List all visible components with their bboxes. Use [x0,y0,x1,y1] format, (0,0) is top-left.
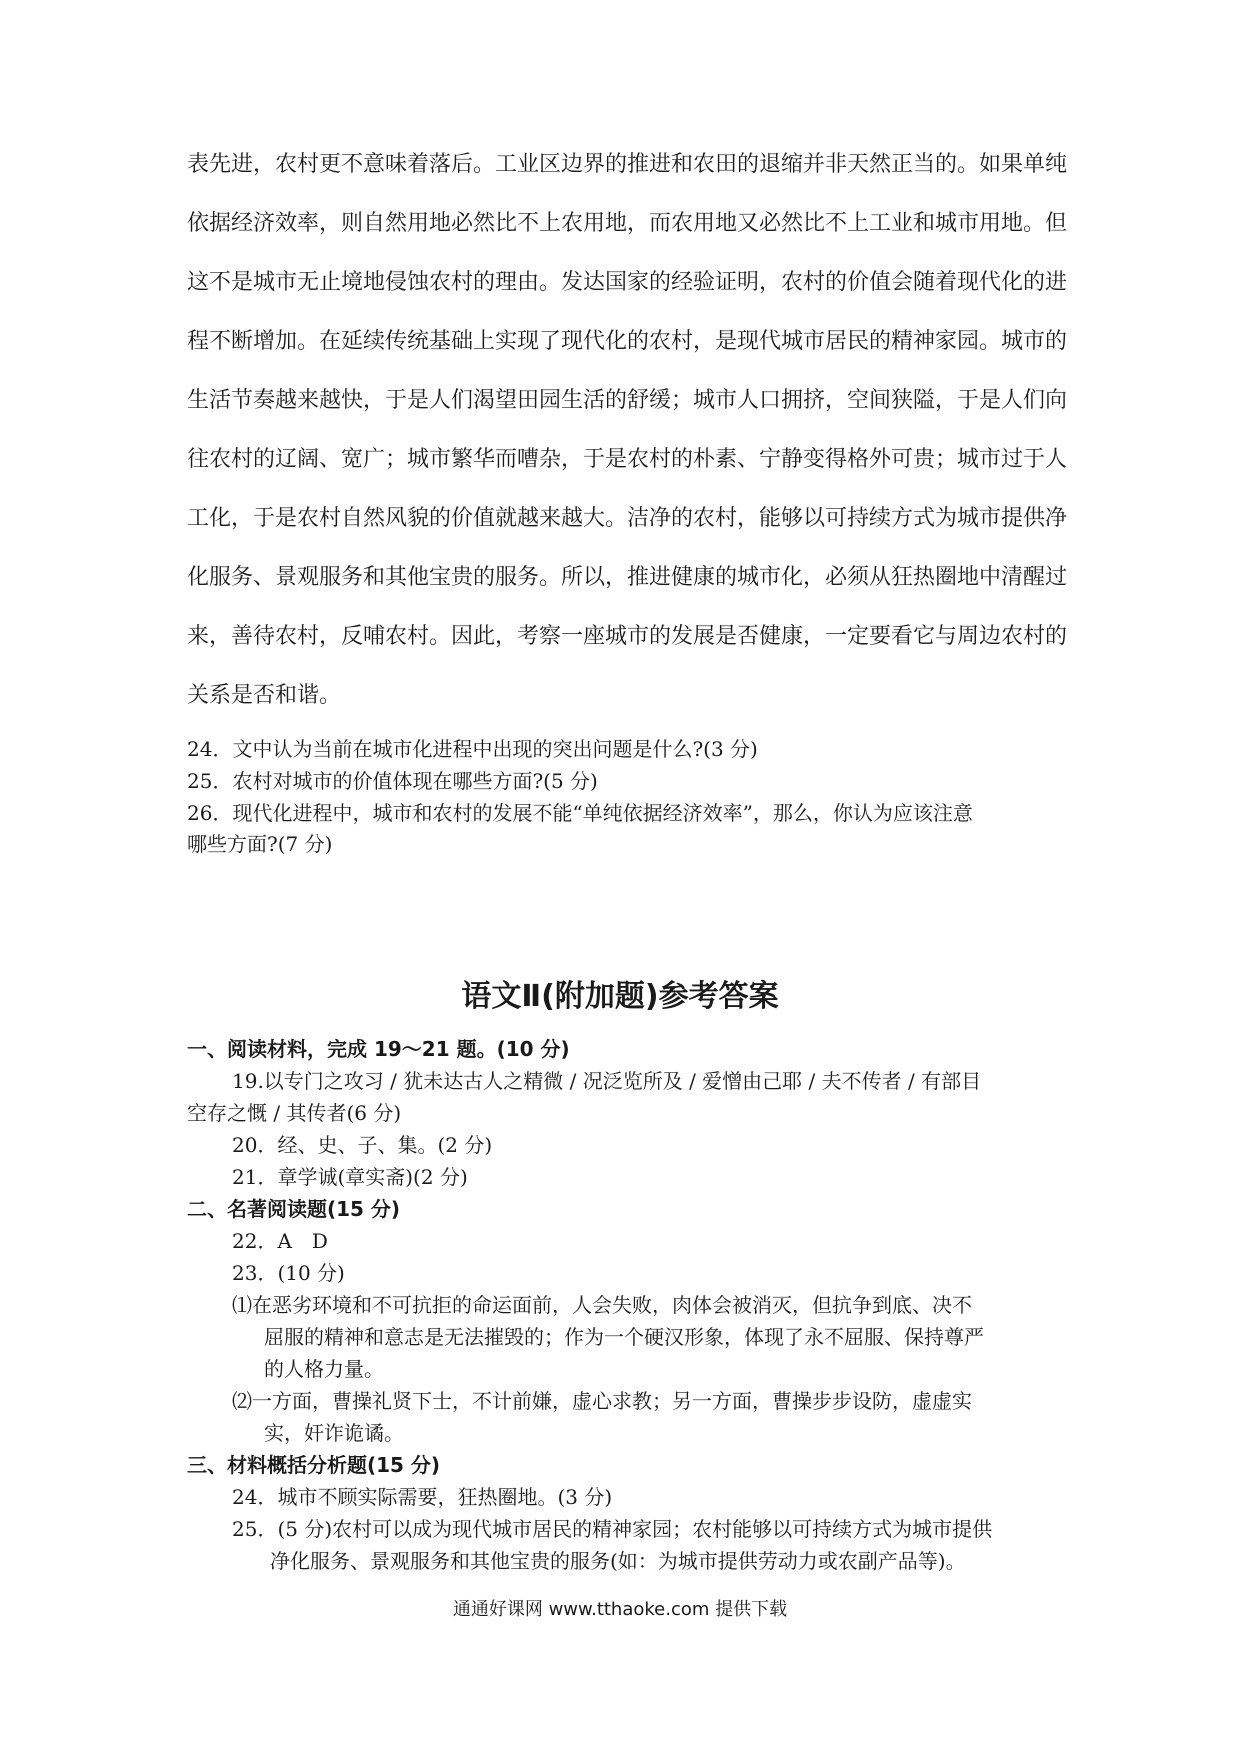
passage-line: 来，善待农村，反哺农村。因此，考察一座城市的发展是否健康，一定要看它与周边农村的 [187,624,1068,649]
answer-19-cont: 空存之慨 / 其传者(6 分) [187,1101,402,1125]
passage-line: 程不断增加。在延续传统基础上实现了现代化的农村，是现代城市居民的精神家园。城市的 [187,329,1068,354]
passage-line: 这不是城市无止境地侵蚀农村的理由。发达国家的经验证明，农村的价值会随着现代化的进 [187,270,1068,295]
answer-23-1: ⑴在恶劣环境和不可抗拒的命运面前，人会失败，肉体会被消灭，但抗争到底、决不 [232,1293,972,1317]
answer-20: 20．经、史、子、集。(2 分) [232,1133,493,1157]
question-24: 24．文中认为当前在城市化进程中出现的突出问题是什么?(3 分) [187,737,758,761]
passage-line: 表先进，农村更不意味着落后。工业区边界的推进和农田的退缩并非天然正当的。如果单纯 [187,152,1068,177]
answer-19: 19.以专门之攻习 / 犹未达古人之精微 / 况泛览所及 / 爱憎由己耶 / 夫不传者 / 有部目 [232,1069,982,1093]
question-25: 25．农村对城市的价值体现在哪些方面?(5 分) [187,769,598,793]
answer-23-1-cont: 屈服的精神和意志是无法摧毁的；作为一个硬汉形象，体现了永不屈服、保持尊严 [264,1325,984,1349]
answer-25: 25．(5 分)农村可以成为现代城市居民的精神家园；农村能够以可持续方式为城市提供 [232,1517,993,1541]
answer-25-cont: 净化服务、景观服务和其他宝贵的服务(如：为城市提供劳动力或农副产品等)。 [270,1549,966,1573]
answer-24: 24．城市不顾实际需要，狂热圈地。(3 分) [232,1485,613,1509]
passage-line: 依据经济效率，则自然用地必然比不上农用地，而农用地又必然比不上工业和城市用地。但 [187,211,1068,236]
footer-source: 通通好课网 www.tthaoke.com 提供下载 [452,1599,788,1620]
answer-23: 23．(10 分) [232,1261,345,1285]
question-26-cont: 哪些方面?(7 分) [187,832,333,856]
section-3-heading: 三、材料概括分析题(15 分) [187,1453,441,1477]
answer-23-1-cont: 的人格力量。 [264,1357,384,1381]
passage-line: 关系是否和谐。 [187,683,342,708]
answers-title: 语文Ⅱ(附加题)参考答案 [461,979,779,1014]
passage-line: 生活节奏越来越快，于是人们渴望田园生活的舒缓；城市人口拥挤，空间狭隘，于是人们向 [187,388,1068,413]
question-26: 26．现代化进程中，城市和农村的发展不能“单纯依据经济效率”，那么，你认为应该注意 [187,801,973,825]
passage-line: 工化，于是农村自然风貌的价值就越来越大。洁净的农村，能够以可持续方式为城市提供净 [187,506,1068,531]
answer-21: 21．章学诚(章实斋)(2 分) [232,1165,468,1189]
section-1-heading: 一、阅读材料，完成 19～21 题。(10 分) [187,1037,570,1061]
answer-22: 22．A D [232,1229,328,1253]
answer-23-2-cont: 实，奸诈诡谲。 [264,1421,404,1445]
passage-line: 化服务、景观服务和其他宝贵的服务。所以，推进健康的城市化，必须从狂热圈地中清醒过 [187,565,1068,590]
passage-line: 往农村的辽阔、宽广；城市繁华而嘈杂，于是农村的朴素、宁静变得格外可贵；城市过于人 [187,447,1068,472]
section-2-heading: 二、名著阅读题(15 分) [187,1197,401,1221]
answer-23-2: ⑵一方面，曹操礼贤下士，不计前嫌，虚心求教；另一方面，曹操步步设防，虚虚实 [232,1389,972,1413]
